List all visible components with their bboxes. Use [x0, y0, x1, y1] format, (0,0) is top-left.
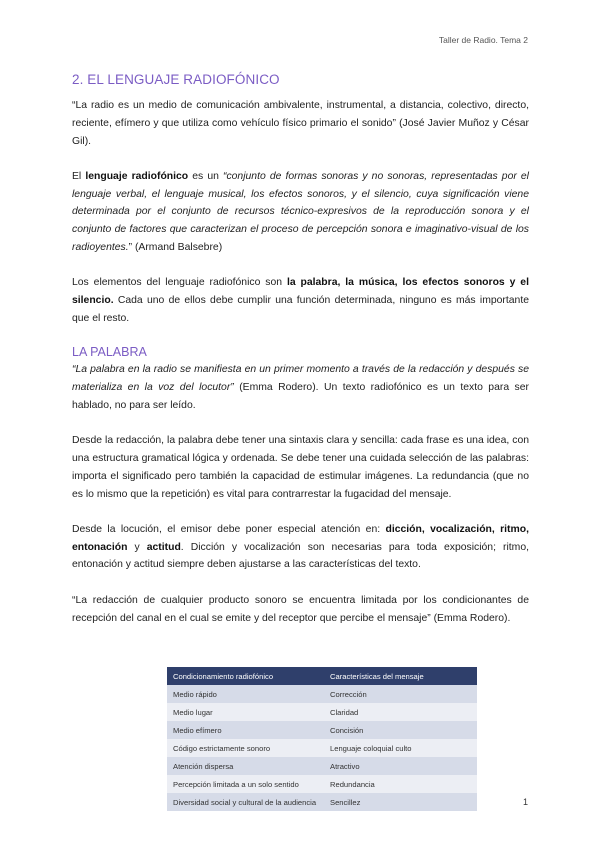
- table-header-row: [167, 667, 477, 685]
- table-row: [167, 685, 477, 703]
- table-header-cell: Características del mensaje: [324, 667, 477, 685]
- paragraph-lenguaje-radiofonico: El lenguaje radiofónico es un “conjunto de formas sonoras y no sonoras, representadas por el lenguaje verbal, el lenguaje musical, los efectos sonoros, y el silencio, cuya significación viene determinada por el conjunto de recursos técnico-expresivos de la reproducción sonora y el conjunto de factores que caracterizan el proceso de percepción sonora e imaginativo-visual de los radioyentes.” (Armand Balsebre): [72, 170, 529, 254]
- bold-elements: la palabra, la música, los efectos sonoros y el silencio.: [72, 277, 529, 307]
- table-cell: Redundancia: [324, 775, 477, 793]
- bold-actitud: actitud: [146, 541, 181, 553]
- table-row: [167, 739, 477, 757]
- table-row: [167, 703, 477, 721]
- table-header-cell: Condicionamiento radiofónico: [167, 667, 324, 685]
- paragraph-la-palabra: “La palabra en la radio se manifiesta en un primer momento a través de la redacción y después se materializa en la voz del locutor” (Emma Rodero). Un texto radiofónico es un texto para ser hablado, no para ser leído.: [72, 364, 529, 411]
- italic-quote-rodero: “La palabra en la radio se manifiesta en un primer momento a través de la redacción y después se materializa en la voz del locutor”: [72, 364, 529, 394]
- table-cell: Lenguaje coloquial culto: [324, 739, 477, 757]
- bold-locution-terms: dicción, vocalización, ritmo, entonación: [72, 523, 529, 553]
- paragraph-elementos: Los elementos del lenguaje radiofónico son la palabra, la música, los efectos sonoros y el silencio. Cada uno de ellos debe cumplir una función determinada, ninguno es más importante que el resto.: [72, 277, 529, 324]
- table-cell: Código estrictamente sonoro: [167, 739, 324, 757]
- page-content: [72, 72, 529, 627]
- table-cell: Atención dispersa: [167, 757, 324, 775]
- table-row: [167, 793, 477, 811]
- table-cell: Corrección: [324, 685, 477, 703]
- bold-term: lenguaje radiofónico: [85, 170, 189, 182]
- running-header: Taller de Radio. Tema 2: [438, 35, 528, 45]
- paragraph-redaccion: Desde la redacción, la palabra debe tener una sintaxis clara y sencilla: cada frase es una idea, con una estructura gramatical lógica y ordenada. Se debe tener una cuidada selección de las palabras: importa el significado pero también la capacidad de estimular imágenes. La redundancia (que no es lo mismo que la repetición) es vital para contrarrestar la fugacidad del mensaje.: [72, 435, 529, 500]
- table-cell: Concisión: [324, 721, 477, 739]
- table-row: [167, 721, 477, 739]
- conditions-table: [167, 667, 477, 811]
- section-title: 2. EL LENGUAJE RADIOFÓNICO: [72, 72, 280, 87]
- table-cell: Medio lugar: [167, 703, 324, 721]
- italic-quote: “conjunto de formas sonoras y no sonoras, representadas por el lenguaje verbal, el lenguaje musical, los efectos sonoros, y el silencio, cuya significación viene determinada por el conjunto de recursos técnico-expresivos de la reproducción sonora y el conjunto de factores que caracterizan el proceso de percepción sonora e imaginativo-visual de los radioyentes.: [72, 170, 529, 254]
- table-cell: Medio rápido: [167, 685, 324, 703]
- page-number: 1: [522, 797, 528, 807]
- quote-paragraph-rodero: “La redacción de cualquier producto sonoro se encuentra limitada por los condicionantes de recepción del canal en el cual se emite y del receptor que percibe el mensaje” (Emma Rodero).: [72, 594, 529, 624]
- table-row: [167, 775, 477, 793]
- table-row: [167, 757, 477, 775]
- table-cell: Claridad: [324, 703, 477, 721]
- paragraph-locucion: Desde la locución, el emisor debe poner especial atención en: dicción, vocalización, ritmo, entonación y actitud. Dicción y vocalización son necesarias para toda exposición; ritmo, entonación y actitud siempre deben ajustarse a las características del texto.: [72, 523, 529, 571]
- quote-paragraph-definition: “La radio es un medio de comunicación ambivalente, instrumental, a distancia, colectivo, directo, reciente, efímero y que utiliza como vehículo físico primario el sonido” (José Javier Muñoz y César Gil).: [72, 100, 529, 147]
- subsection-title: LA PALABRA: [72, 345, 147, 360]
- table-cell: Medio efímero: [167, 721, 324, 739]
- table-cell: Sencillez: [324, 793, 477, 811]
- table-cell: Atractivo: [324, 757, 477, 775]
- table-cell: Percepción limitada a un solo sentido: [167, 775, 324, 793]
- table-cell: Diversidad social y cultural de la audiencia: [167, 793, 324, 811]
